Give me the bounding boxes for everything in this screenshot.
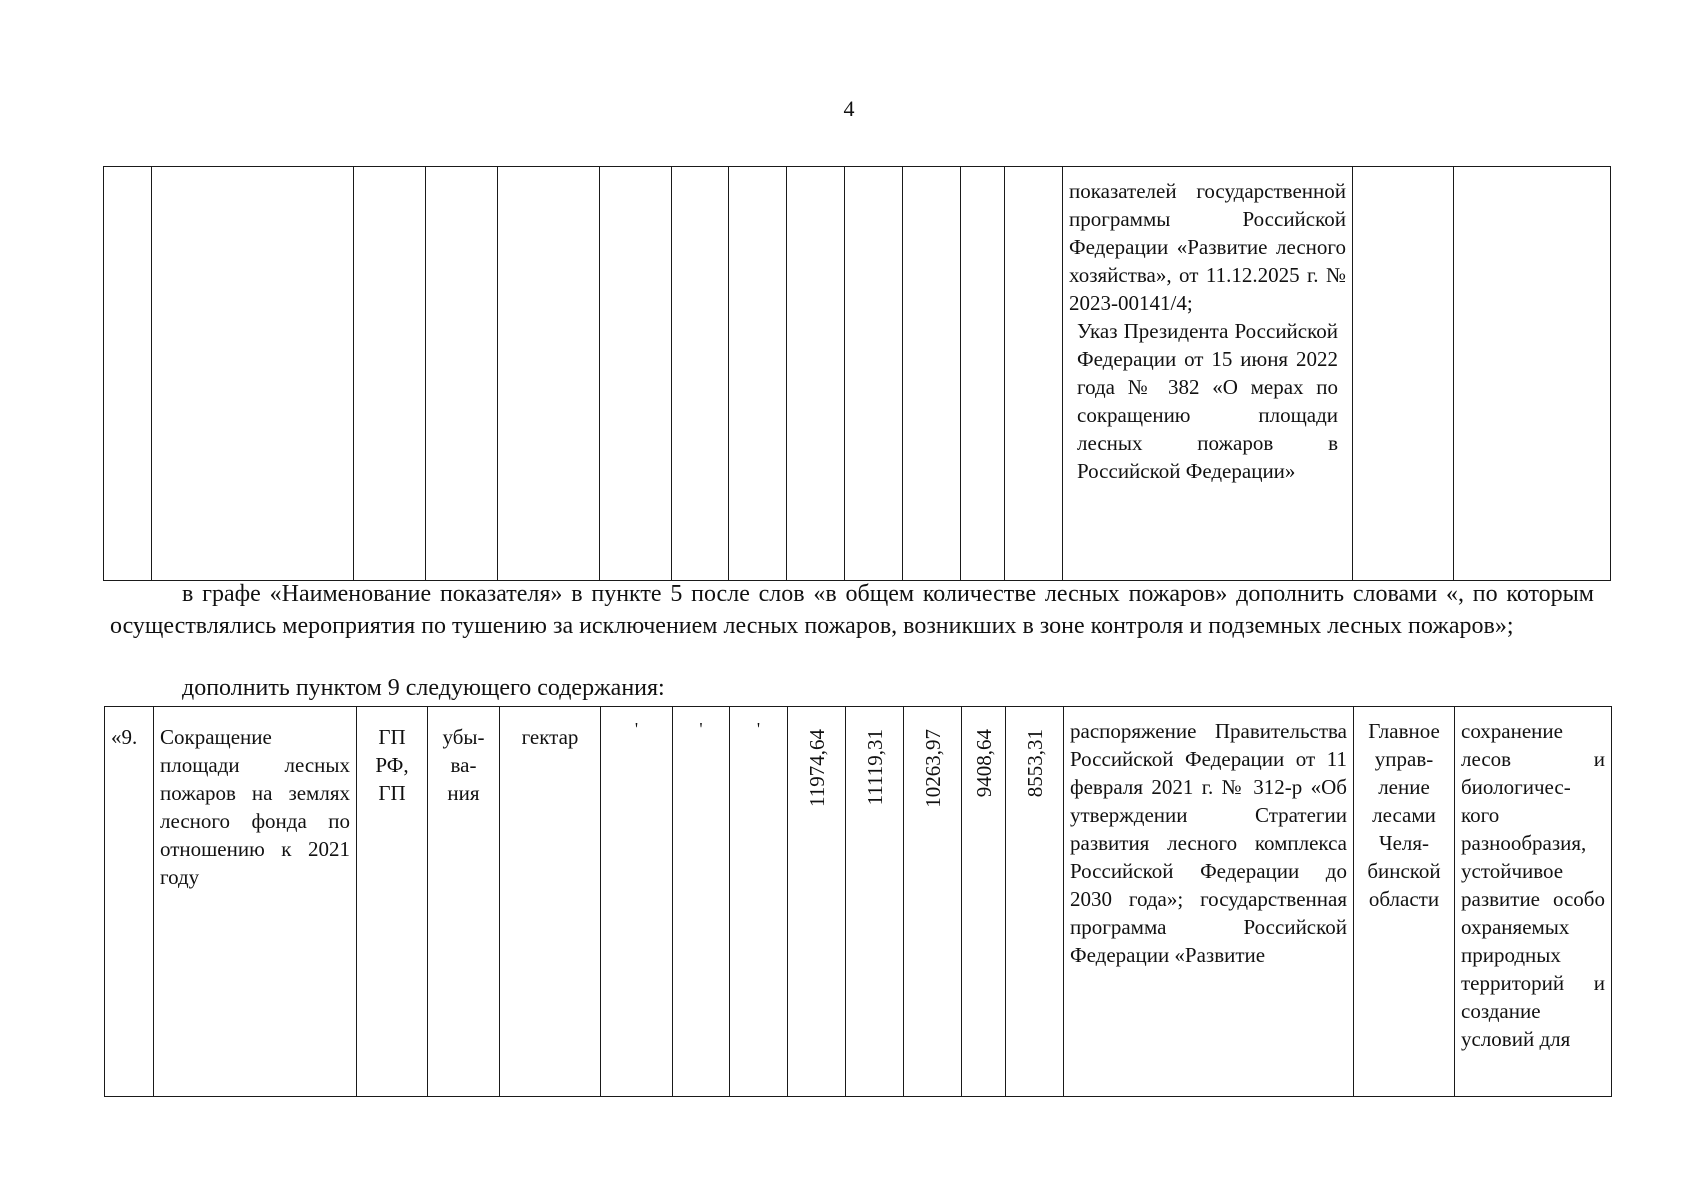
table-row xyxy=(105,707,1612,1097)
value-year-4 xyxy=(846,707,904,1097)
indicators-table-continuation xyxy=(103,166,1611,581)
indicators-table-new-item xyxy=(104,706,1612,1097)
indicator-name xyxy=(154,707,357,1097)
value-year-1 xyxy=(673,707,730,1097)
responsible-body-text: Главное управ-ление лесами Челя-бинской области xyxy=(1367,719,1441,911)
cell-year-g xyxy=(1005,167,1063,581)
cell-document xyxy=(1063,167,1353,581)
indicator-name-text: Сокращение площади лесных пожаров на землях лесного фонда по отношению к 2021 году xyxy=(160,725,350,889)
indicator-unit-text: гектар xyxy=(521,725,579,749)
value-year-6-text: 9408,64 xyxy=(971,729,996,798)
indicator-direction xyxy=(428,707,500,1097)
goal-text: сохранение лесов и биологичес-кого разнообразия, устойчивое развитие особо охраняемых природных территорий и создание условий для xyxy=(1461,719,1605,1051)
cell-year-a xyxy=(672,167,729,581)
value-year-2-mark: ' xyxy=(756,719,761,739)
basis-document-text: распоряжение Правительства Российской Федерации от 11 февраля 2021 г. № 312-р «Об утверждении Стратегии развития лесного комплекса Российской Федерации до 2030 года»; государственная программа Российской Федерации «Развитие xyxy=(1070,719,1347,967)
value-year-7-text: 8553,31 xyxy=(1022,729,1047,798)
indicator-level-text: ГП РФ, ГП xyxy=(375,725,409,805)
value-year-7 xyxy=(1006,707,1064,1097)
value-year-3-text: 11974,64 xyxy=(804,729,829,807)
value-year-2 xyxy=(730,707,788,1097)
value-year-4-text: 11119,31 xyxy=(862,729,887,806)
indicator-direction-text: убы-ва-ния xyxy=(442,725,485,805)
value-year-1-mark: ' xyxy=(699,719,703,739)
row-number-text: «9. xyxy=(111,725,138,749)
goal xyxy=(1455,707,1612,1097)
value-year-5-text: 10263,97 xyxy=(920,729,945,808)
cell-level xyxy=(354,167,426,581)
cell-direction xyxy=(426,167,498,581)
cell-base xyxy=(600,167,672,581)
cell-year-c xyxy=(787,167,845,581)
page-number: 4 xyxy=(843,96,855,121)
base-value xyxy=(601,707,673,1097)
base-value-mark: ' xyxy=(634,719,639,739)
value-year-3 xyxy=(788,707,846,1097)
value-year-5 xyxy=(904,707,962,1097)
cell-unit xyxy=(498,167,600,581)
cell-year-b xyxy=(729,167,787,581)
reference-text-2: Указ Президента Российской Федерации от 15 июня 2022 года № 382 «О мерах по сокращению площади лесных пожаров в Российской Федерации» xyxy=(1077,319,1338,483)
cell-name xyxy=(152,167,354,581)
indicator-level xyxy=(357,707,428,1097)
cell-year-f xyxy=(961,167,1005,581)
cell-goal xyxy=(1454,167,1611,581)
reference-text: показателей государственной программы Российской Федерации «Развитие лесного хозяйства», от 11.12.2025 г. № 2023-00141/4; xyxy=(1069,179,1346,315)
basis-document xyxy=(1064,707,1354,1097)
amendment-paragraph: в графе «Наименование показателя» в пункте 5 после слов «в общем количестве лесных пожаров» дополнить словами «, по которым осуществлялись мероприятия по тушению за исключением лесных пожаров, возникших в зоне контроля и подземных лесных пожаров»; xyxy=(110,581,1594,639)
cell-year-e xyxy=(903,167,961,581)
cell-number xyxy=(104,167,152,581)
responsible-body xyxy=(1354,707,1455,1097)
row-number xyxy=(105,707,154,1097)
indicator-unit xyxy=(500,707,601,1097)
amendment-intro: дополнить пунктом 9 следующего содержания: xyxy=(182,675,665,701)
cell-year-d xyxy=(845,167,903,581)
cell-responsible xyxy=(1353,167,1454,581)
value-year-6 xyxy=(962,707,1006,1097)
